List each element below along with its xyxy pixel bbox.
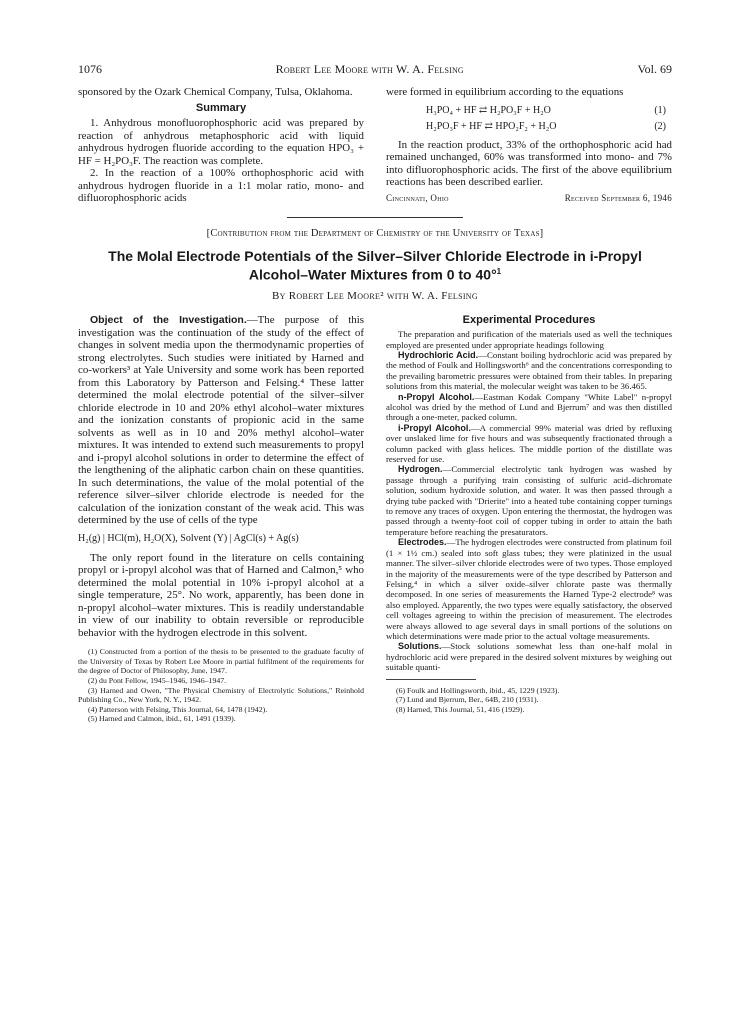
footnote: (4) Patterson with Felsing, This Journal, 64, 1478 (1942). (88, 704, 268, 714)
object-lead: Object of the Investigation. (90, 314, 247, 327)
npropyl-paragraph (386, 392, 672, 423)
footnote: (1) Constructed from a portion of the thesis to be presented to the graduate faculty of the University of Texas by Robert Lee Moore in partial fulfilment of the requirements for the degree of Doctor of Philosophy, June, 1947. (78, 647, 364, 676)
ipropyl-paragraph (386, 423, 672, 465)
equation-2-number: (2) (654, 120, 666, 132)
hydrogen-paragraph (386, 464, 672, 537)
summary-heading: Summary (195, 101, 247, 114)
footnote: (2) du Pont Fellow, 1945–1946, 1946–1947. (88, 675, 227, 685)
object-text: —The purpose of this investigation was the continuation of the study of the effect of changes in solvent media upon the thermodynamic properties of strong electrolytes. Such studies were initiated by Harned and co-workers³ at Yale University and some work has been reported from this Laboratory by Patterson and Felsing.⁴ These latter determined the molal electrode potential of the silver–silver chloride electrode in 10 and 20% ethyl alcohol–water mixtures and the ionization constants of propionic acid in the same solvents as well as in 10 and 20% methyl alcohol–water mixtures. It was intended to extend such measurements to propyl and i-propyl alcohol solutions in order to determine the effect of the lengthening of the aliphatic carbon chain on these quantities. In such determinations, the value of the molal potential of the reference silver–silver chloride electrode is needed for the calculation of the ionization constant of the weak acid. This was determined by the use of cells of the type (78, 314, 365, 527)
signature-place: Cincinnati, Ohio (386, 192, 449, 203)
ipropyl-lead: i-Propyl Alcohol. (398, 422, 471, 433)
byline: By Robert Lee Moore² with W. A. Felsing (272, 290, 478, 303)
volume-number: Vol. 69 (637, 62, 672, 76)
electrodes-paragraph (386, 537, 672, 641)
right-footnotes (386, 679, 672, 715)
preparation-paragraph: The preparation and purification of the materials used as well the techniques employed are presented under appropriate headings following (386, 329, 672, 350)
footnote: (5) Harned and Calmon, ibid., 61, 1491 (1939). (88, 714, 236, 724)
previous-article-end (78, 86, 672, 205)
article-title-text: The Molal Electrode Potentials of the Silver–Silver Chloride Electrode in i-Propyl Alcohol–Water Mixtures from 0 to 40° (108, 247, 642, 283)
equations (426, 103, 672, 135)
equation-1-text: H₃PO₄ + HF ⇄ H₂PO₃F + H₂O (426, 104, 551, 116)
equation-1 (426, 103, 666, 119)
summary-item-2: 2. In the reaction of a 100% orthophosphoric acid with anhydrous hydrogen fluoride in a 1:1 molar ratio, mono- and difluorophosphoric acids (78, 167, 364, 204)
solutions-paragraph (386, 641, 672, 672)
equation-1-number: (1) (654, 104, 666, 116)
electrodes-text: —The hydrogen electrodes were constructed from platinum foil (1 × 1½ cm.) sealed into soft glass tubes; they were platinized in the usual manner. The silver–silver chloride electrodes were of two types. Those employed in the majority of the measurements were of the type described by Patterson and Felsing,⁴ in which a silver oxide–silver chlorate paste was thermally decomposed. In one series of measurements the Harned Type-2 electrode⁸ was also employed. Apparently, the two types were equally satisfactory, the observed cell voltages agreeing to within the precision of measurement. The electrodes were always allowed to age several days in small portions of the solutions on which determinations were made prior to the actual voltage measurements. (386, 537, 672, 641)
footnote-rule (386, 679, 476, 680)
signature-line (386, 192, 672, 205)
summary-item-1: 1. Anhydrous monofluorophosphoric acid was prepared by reaction of anhydrous metaphosphoric acid with liquid anhydrous hydrogen fluoride according to the equation HPO₃ + HF = H₂PO₃F. The reaction was complete. (78, 117, 364, 167)
prev-right-column (386, 86, 672, 205)
running-header (78, 62, 672, 80)
experimental-heading: Experimental Procedures (462, 314, 596, 327)
electrodes-lead: Electrodes. (398, 537, 447, 548)
reaction-product-paragraph: In the reaction product, 33% of the orthophosphoric acid had remained unchanged, 60% was transformed into mono- and 7% into difluorophosphoric acids. The first of the above equilibrium reactions has been described earlier. (386, 138, 672, 188)
footnote: (7) Lund and Bjerrum, Ber., 64B, 210 (1931). (396, 695, 539, 705)
article-title (78, 248, 672, 283)
left-footnotes (78, 647, 364, 724)
running-title: Robert Lee Moore with W. A. Felsing (275, 62, 464, 76)
article-body (78, 314, 672, 724)
footnote: (8) Harned, This Journal, 51, 416 (1929). (396, 704, 525, 714)
object-paragraph (78, 314, 364, 527)
solutions-lead: Solutions. (398, 641, 442, 652)
hcl-paragraph (386, 350, 672, 392)
equation-2 (426, 119, 666, 135)
sponsor-paragraph: sponsored by the Ozark Chemical Company, Tulsa, Oklahoma. (78, 86, 353, 98)
footnote: (6) Foulk and Hollingsworth, ibid., 45, 1229 (1923). (396, 685, 560, 695)
solutions-text: —Stock solutions somewhat less than one-half molal in hydrochloric acid were prepared in the desired solvent mixtures by weighing out suitable quanti- (386, 641, 672, 673)
npropyl-lead: n-Propyl Alcohol. (398, 391, 475, 402)
hydrogen-text: —Commercial electrolytic tank hydrogen was washed by passage through a purifying train consisting of sulfuric acid–dichromate solution, sodium hydroxide solution, and water. It was then passed through a drying tube packed with "Drierite" into a heated tube containing copper turnings to remove any traces of oxygen. Upon entering the thermostat, the hydrogen was passed through a twenty-foot coil of copper tubing in order to attain the bath temperature before reaching the presaturators. (386, 464, 672, 537)
received-date: Received September 6, 1946 (564, 192, 672, 203)
hcl-text: —Constant boiling hydrochloric acid was prepared by the method of Foulk and Hollingsworth⁶ and the concentrations corresponding to the prevailing barometric pressures were obtained from their tables. In preparing solutions from this material, the molecular weight was taken to be 36.465. (386, 349, 672, 392)
hcl-lead: Hydrochloric Acid. (398, 349, 479, 360)
hydrogen-lead: Hydrogen. (398, 464, 443, 475)
prev-left-column (78, 86, 364, 205)
article-left-column (78, 314, 364, 724)
footnote: (3) Harned and Owen, "The Physical Chemistry of Electrolytic Solutions," Reinhold Publishing Co., New York, N. Y., 1942. (78, 685, 364, 705)
npropyl-text: —Eastman Kodak Company "White Label" n-propyl alcohol was dried by the method of Lund and Bjerrum⁷ and was then distilled through a one-meter, packed column. (386, 391, 672, 423)
page-number: 1076 (78, 62, 102, 76)
cell-notation: H₂(g) | HCl(m), H₂O(X), Solvent (Y) | AgCl(s) + Ag(s) (78, 532, 299, 544)
journal-page (78, 62, 672, 724)
equilibrium-intro: were formed in equilibrium according to the equations (386, 86, 624, 98)
contribution-line: [Contribution from the Department of Chemistry of the University of Texas] (206, 227, 544, 239)
ipropyl-text: —A commercial 99% material was dried by refluxing over unslaked lime for five hours and was subsequently fractionated through a column packed with glass helices. The middle portion of the distillate was reserved for use. (386, 422, 672, 465)
article-right-column (386, 314, 672, 724)
equation-2-text: H₂PO₃F + HF ⇄ HPO₂F₂ + H₂O (426, 120, 557, 132)
article-divider (287, 217, 463, 218)
title-footnote-mark: 1 (496, 266, 502, 276)
literature-paragraph: The only report found in the literature on cells containing propyl or i-propyl alcohol was that of Harned and Calmon,⁵ who determined the molal potential in 10% i-propyl alcohol at a single temperature, 25°. No work, apparently, has been done in n-propyl alcohol–water mixtures. This is readily understandable in view of our inability to obtain reversible or reproducible behavior with the hydrogen electrode in this solvent. (78, 551, 364, 639)
